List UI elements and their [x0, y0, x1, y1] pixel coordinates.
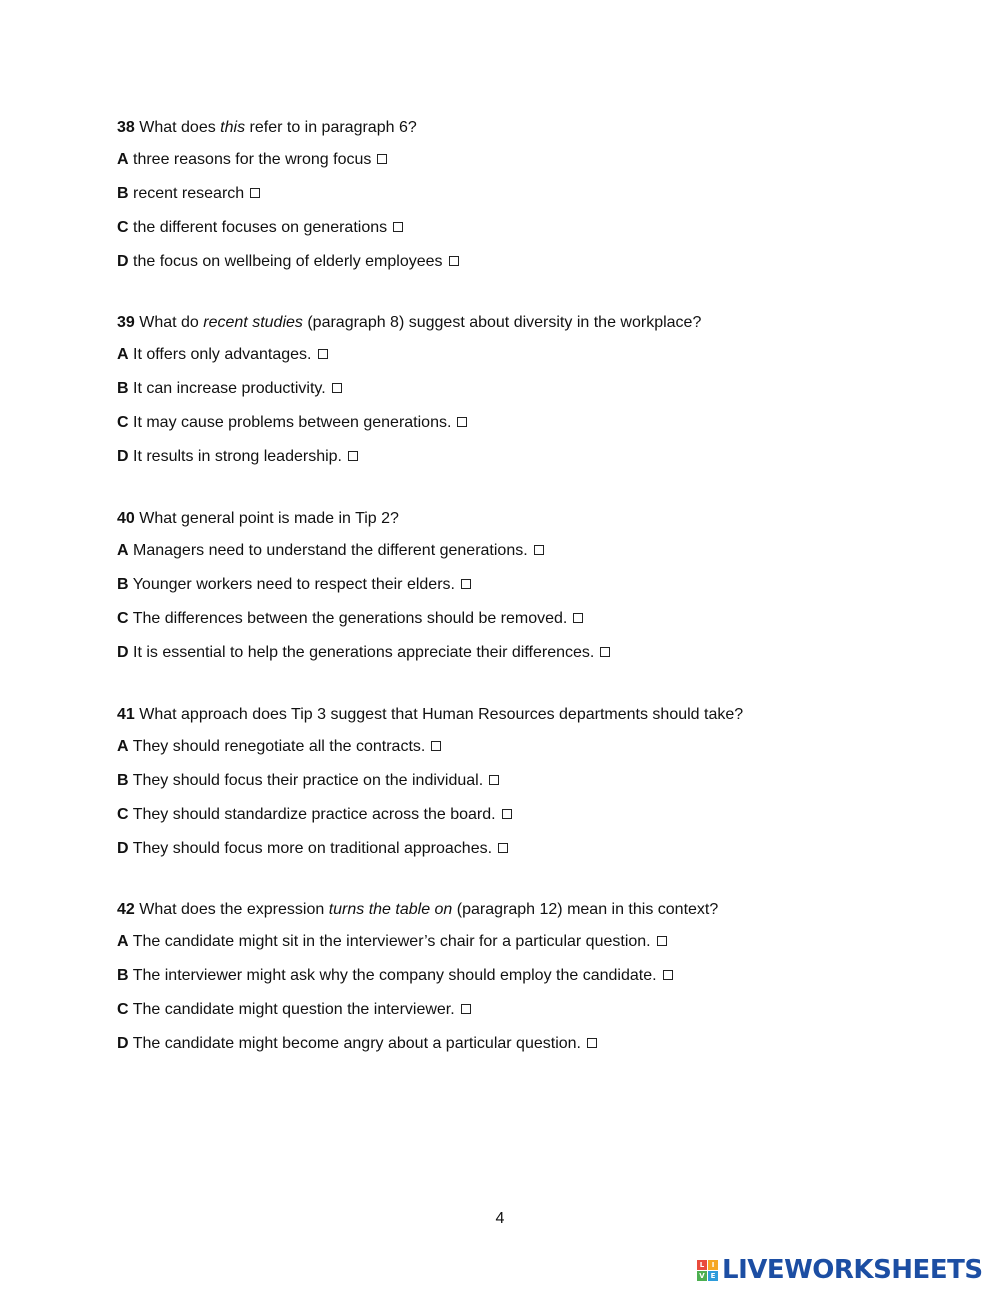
option-b: B recent research — [117, 184, 260, 204]
option-d: D the focus on wellbeing of elderly employees — [117, 252, 459, 272]
option-b: B They should focus their practice on the individual. — [117, 771, 499, 791]
option-c: C They should standardize practice across the board. — [117, 805, 512, 825]
option-d: D It results in strong leadership. — [117, 447, 358, 467]
question-stem: 41 What approach does Tip 3 suggest that Human Resources departments should take? — [117, 706, 744, 723]
option-c: C The differences between the generations should be removed. — [117, 609, 583, 629]
checkbox[interactable] — [498, 843, 508, 853]
checkbox[interactable] — [573, 613, 583, 623]
option-b: B The interviewer might ask why the company should employ the candidate. — [117, 966, 673, 986]
checkbox[interactable] — [489, 775, 499, 785]
liveworksheets-logo — [697, 1255, 983, 1285]
question-stem: 40 What general point is made in Tip 2? — [117, 510, 399, 527]
question-number: 38 — [117, 119, 135, 136]
logo-text: LIVEWORKSHEETS — [722, 1255, 983, 1285]
checkbox[interactable] — [461, 579, 471, 589]
option-d: D It is essential to help the generations appreciate their differences. — [117, 643, 610, 663]
question-number: 42 — [117, 901, 135, 918]
checkbox[interactable] — [663, 970, 673, 980]
question-stem: 42 What does the expression turns the table on (paragraph 12) mean in this context? — [117, 901, 719, 918]
checkbox[interactable] — [534, 545, 544, 555]
checkbox[interactable] — [393, 222, 403, 232]
logo-grid-icon — [697, 1260, 718, 1281]
option-c: C the different focuses on generations — [117, 218, 403, 238]
checkbox[interactable] — [587, 1038, 597, 1048]
question-stem: 38 What does this refer to in paragraph 6? — [117, 119, 417, 136]
option-a: A The candidate might sit in the interviewer’s chair for a particular question. — [117, 932, 667, 952]
question-number: 40 — [117, 510, 135, 527]
checkbox[interactable] — [431, 741, 441, 751]
checkbox[interactable] — [461, 1004, 471, 1014]
question-number: 39 — [117, 314, 135, 331]
option-b: B Younger workers need to respect their elders. — [117, 575, 471, 595]
checkbox[interactable] — [377, 154, 387, 164]
option-b: B It can increase productivity. — [117, 379, 342, 399]
logo-cell: V — [697, 1271, 707, 1281]
option-c: C It may cause problems between generations. — [117, 413, 467, 433]
logo-cell: L — [697, 1260, 707, 1270]
checkbox[interactable] — [348, 451, 358, 461]
checkbox[interactable] — [332, 383, 342, 393]
option-a: A It offers only advantages. — [117, 345, 328, 365]
question-stem: 39 What do recent studies (paragraph 8) suggest about diversity in the workplace? — [117, 314, 702, 331]
page-number: 4 — [495, 1210, 505, 1227]
logo-cell: I — [708, 1260, 718, 1270]
checkbox[interactable] — [657, 936, 667, 946]
option-a: A Managers need to understand the different generations. — [117, 541, 544, 561]
option-c: C The candidate might question the interviewer. — [117, 1000, 471, 1020]
checkbox[interactable] — [600, 647, 610, 657]
option-a: A They should renegotiate all the contracts. — [117, 737, 441, 757]
checkbox[interactable] — [502, 809, 512, 819]
checkbox[interactable] — [318, 349, 328, 359]
logo-cell: E — [708, 1271, 718, 1281]
question-number: 41 — [117, 706, 135, 723]
option-d: D The candidate might become angry about a particular question. — [117, 1034, 597, 1054]
checkbox[interactable] — [457, 417, 467, 427]
checkbox[interactable] — [449, 256, 459, 266]
option-a: A three reasons for the wrong focus — [117, 150, 387, 170]
checkbox[interactable] — [250, 188, 260, 198]
option-d: D They should focus more on traditional approaches. — [117, 839, 508, 859]
